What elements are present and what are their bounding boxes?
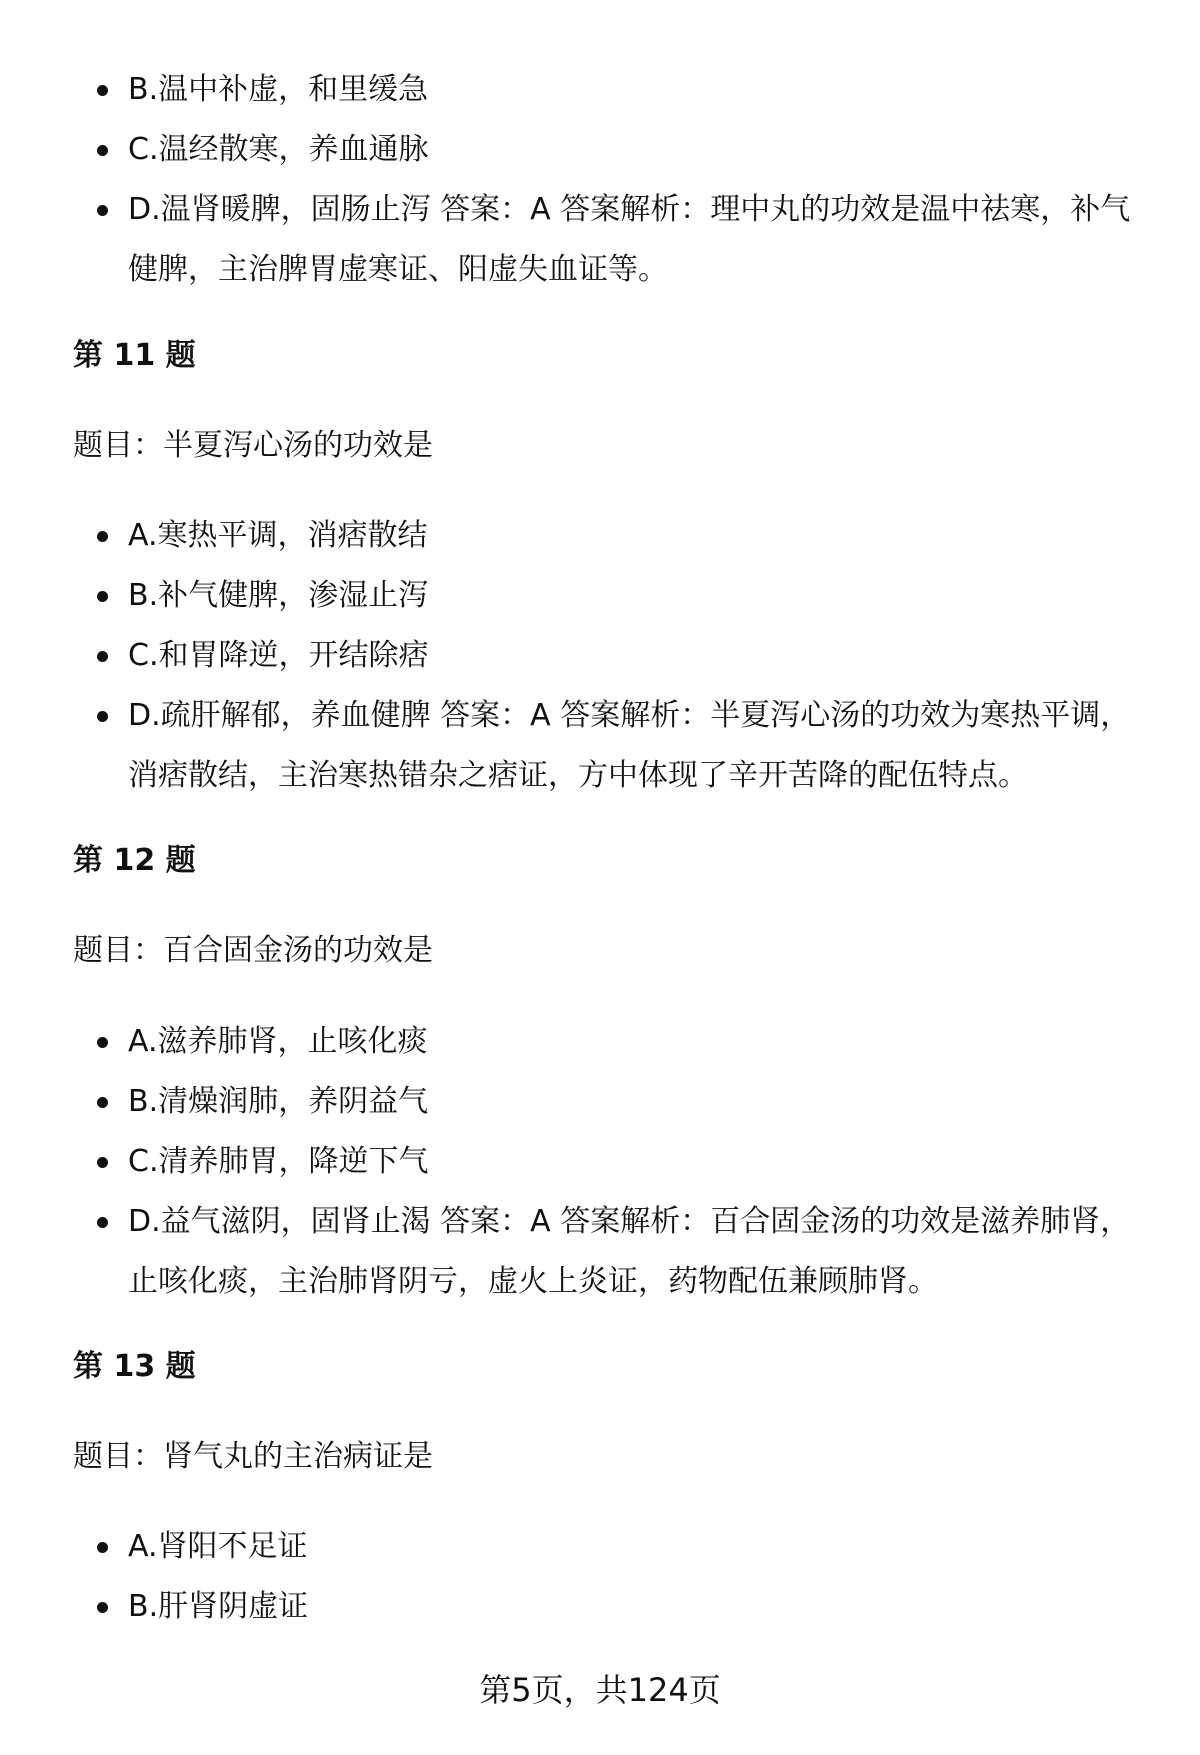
bullet-icon bbox=[97, 1097, 108, 1108]
bullet-icon bbox=[97, 85, 108, 96]
option-item bbox=[0, 1072, 1200, 1132]
option-item bbox=[0, 1132, 1200, 1192]
option-item bbox=[0, 1517, 1200, 1577]
option-text: A.肾阳不足证 bbox=[128, 1529, 308, 1564]
option-text: D.温肾暖脾，固肠止泻 答案：A 答案解析：理中丸的功效是温中祛寒，补气健脾，主治脾胃虚寒证、阳虚失血证等。 bbox=[128, 192, 1131, 287]
bullet-icon bbox=[97, 1037, 108, 1048]
question-stem: 题目：百合固金汤的功效是 bbox=[73, 933, 433, 968]
option-item bbox=[0, 626, 1200, 686]
option-text: B.肝肾阴虚证 bbox=[128, 1589, 309, 1624]
question-heading: 第 11 题 bbox=[73, 338, 196, 373]
prev-question-options bbox=[0, 60, 1200, 300]
question-stem: 题目：半夏泻心汤的功效是 bbox=[73, 428, 433, 463]
option-text: B.补气健脾，渗湿止泻 bbox=[128, 578, 429, 613]
bullet-icon bbox=[97, 1542, 108, 1553]
question-options bbox=[0, 506, 1200, 806]
bullet-icon bbox=[97, 591, 108, 602]
option-text: C.温经散寒，养血通脉 bbox=[128, 132, 429, 167]
option-item bbox=[0, 1577, 1200, 1637]
bullet-icon bbox=[97, 711, 108, 722]
question-heading: 第 13 题 bbox=[73, 1349, 196, 1384]
option-item bbox=[0, 686, 1200, 806]
option-text: C.和胃降逆，开结除痞 bbox=[128, 638, 429, 673]
question-heading: 第 12 题 bbox=[73, 843, 196, 878]
option-text: B.温中补虚，和里缓急 bbox=[128, 72, 429, 107]
option-item bbox=[0, 506, 1200, 566]
bullet-icon bbox=[97, 205, 108, 216]
question-stem: 题目：肾气丸的主治病证是 bbox=[73, 1439, 433, 1474]
option-text: D.益气滋阴，固肾止渴 答案：A 答案解析：百合固金汤的功效是滋养肺肾，止咳化痰，主治肺肾阴亏，虚火上炎证，药物配伍兼顾肺肾。 bbox=[128, 1204, 1131, 1299]
option-text: A.滋养肺肾，止咳化痰 bbox=[128, 1024, 428, 1059]
option-text: A.寒热平调，消痞散结 bbox=[128, 518, 428, 553]
page-footer: 第5页，共124页 bbox=[479, 1671, 721, 1709]
option-item bbox=[0, 1192, 1200, 1312]
bullet-icon bbox=[97, 1602, 108, 1613]
option-text: D.疏肝解郁，养血健脾 答案：A 答案解析：半夏泻心汤的功效为寒热平调，消痞散结，主治寒热错杂之痞证，方中体现了辛开苦降的配伍特点。 bbox=[128, 698, 1131, 793]
option-item bbox=[0, 120, 1200, 180]
option-text: C.清养肺胃，降逆下气 bbox=[128, 1144, 429, 1179]
question-options bbox=[0, 1517, 1200, 1637]
bullet-icon bbox=[97, 145, 108, 156]
bullet-icon bbox=[97, 1157, 108, 1168]
bullet-icon bbox=[97, 531, 108, 542]
option-item bbox=[0, 1012, 1200, 1072]
question-options bbox=[0, 1012, 1200, 1312]
bullet-icon bbox=[97, 651, 108, 662]
option-item bbox=[0, 60, 1200, 120]
option-item bbox=[0, 180, 1200, 300]
option-item bbox=[0, 566, 1200, 626]
option-text: B.清燥润肺，养阴益气 bbox=[128, 1084, 429, 1119]
bullet-icon bbox=[97, 1217, 108, 1228]
